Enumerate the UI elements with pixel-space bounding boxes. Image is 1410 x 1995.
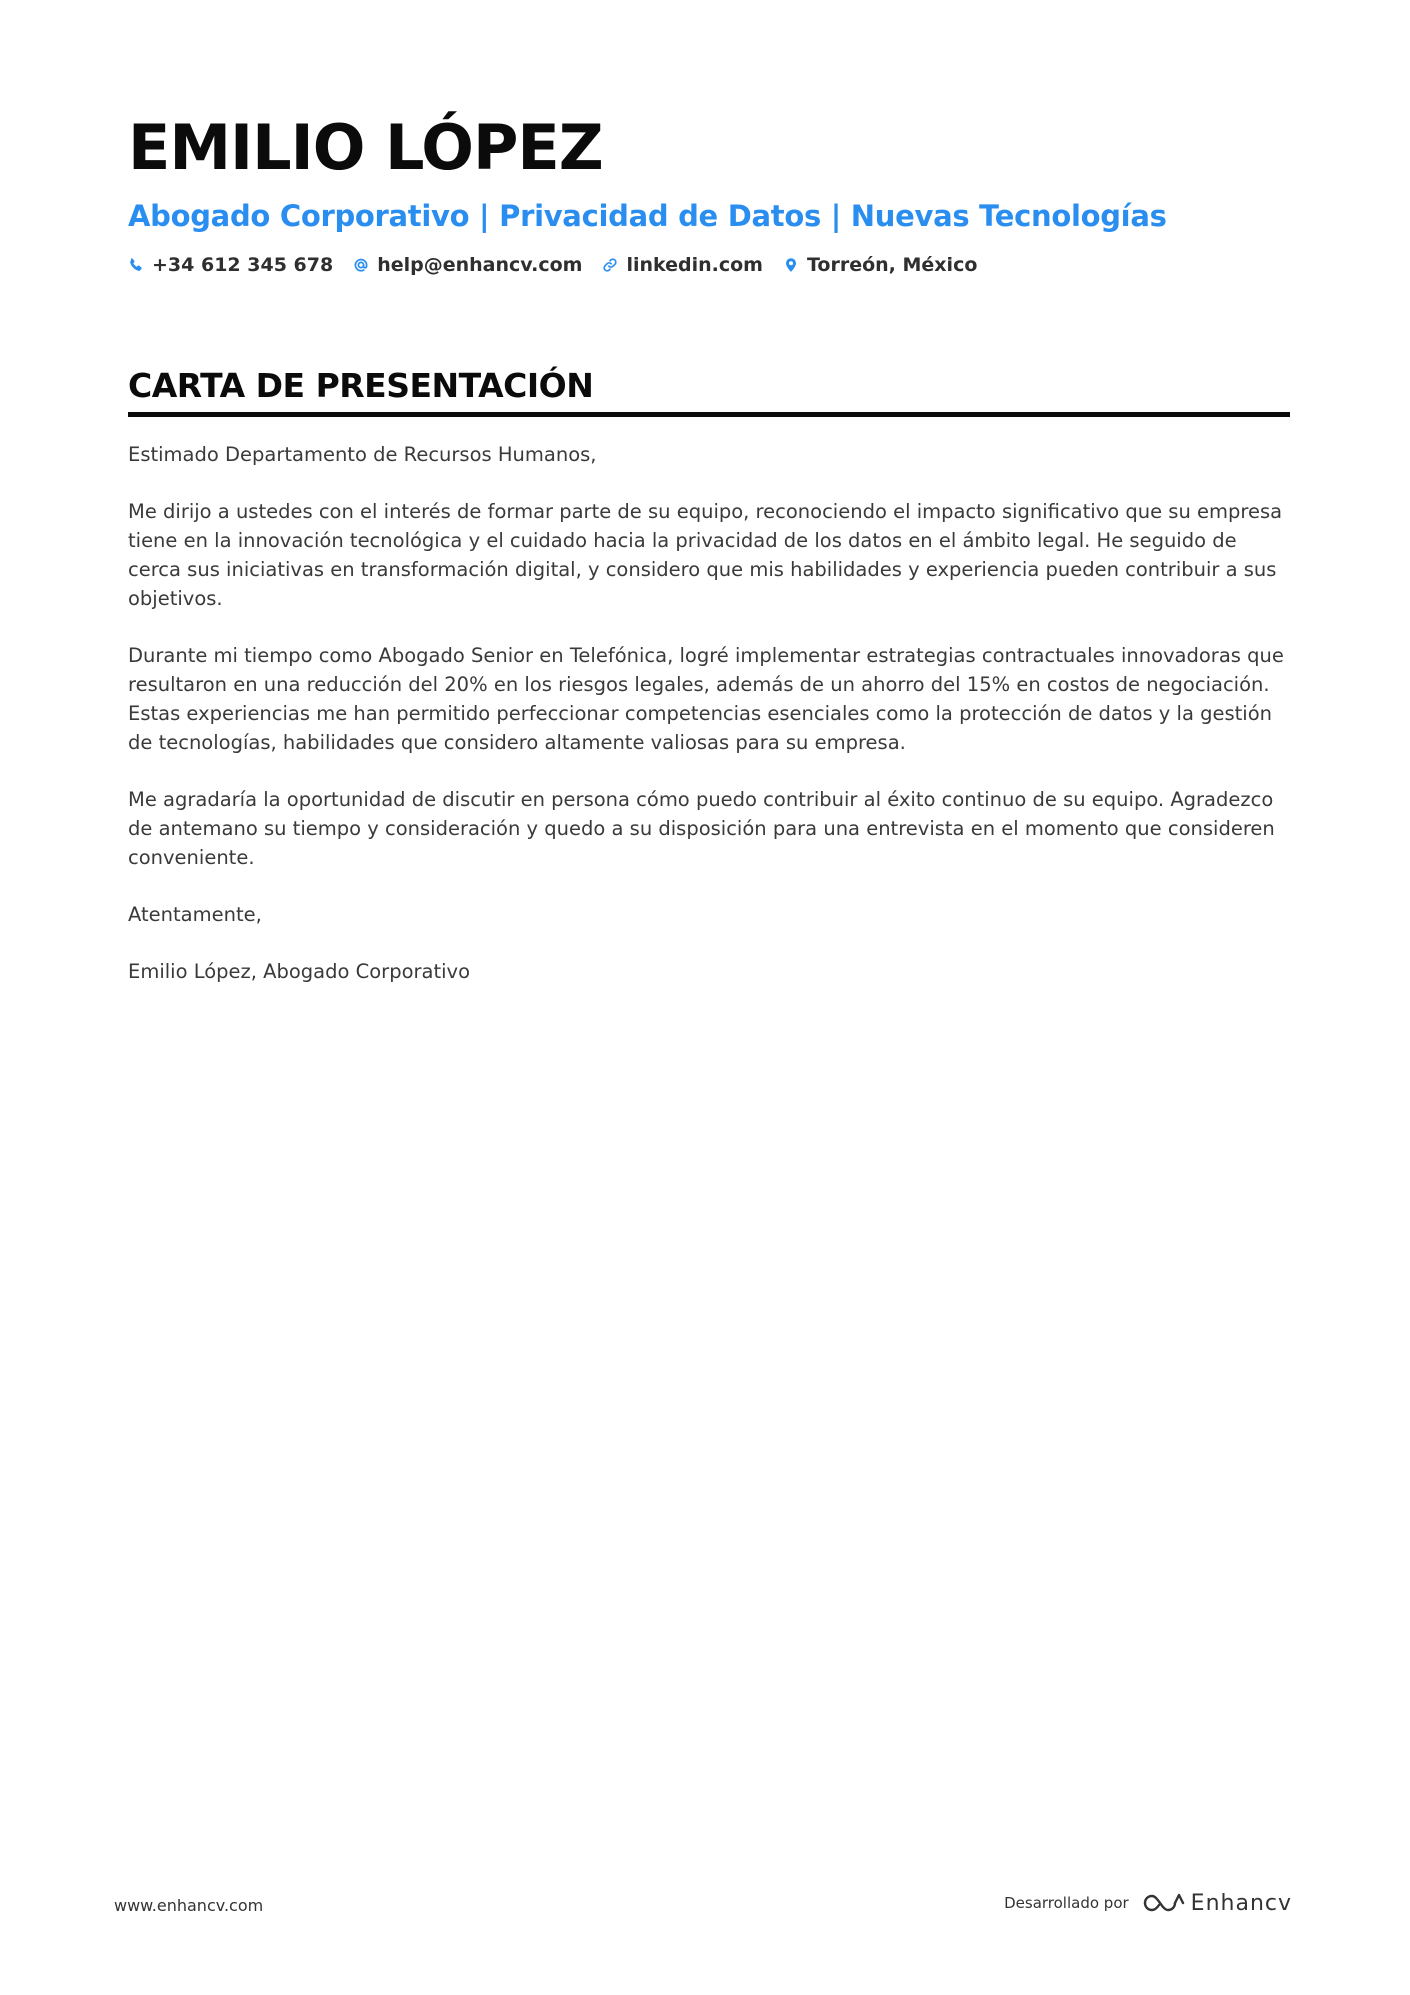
- letter-paragraph: Durante mi tiempo como Abogado Senior en Telefónica, logré implementar estrategias contractuales innovadoras que resultaron en una reducción del 20% en los riesgos legales, además de un ahorro del 15% en costos de negociación. Estas experiencias me han permitido perfeccionar competencias esenciales como la protección de datos y la gestión de tecnologías, habilidades que considero altamente valiosas para su empresa.: [128, 644, 1284, 754]
- at-icon: [353, 257, 369, 273]
- link-icon: [602, 257, 618, 273]
- powered-by-label: Desarrollado por: [1004, 1894, 1129, 1912]
- letter-greeting: Estimado Departamento de Recursos Humanos,: [128, 443, 597, 466]
- phone-icon: [128, 257, 144, 273]
- contact-phone: [128, 254, 333, 276]
- footer-branding: [1004, 1890, 1292, 1916]
- letter-paragraph: Me agradaría la oportunidad de discutir en persona cómo puedo contribuir al éxito continuo de su equipo. Agradezco de antemano su tiempo y consideración y quedo a su disposición para una entrevista en el momento que consideren conveniente.: [128, 788, 1275, 869]
- candidate-name: EMILIO LÓPEZ: [128, 111, 603, 184]
- location-pin-icon: [783, 257, 799, 273]
- letter-signature: Emilio López, Abogado Corporativo: [128, 960, 471, 983]
- brand-name: Enhancv: [1190, 1890, 1292, 1916]
- letter-paragraph: Me dirijo a ustedes con el interés de formar parte de su equipo, reconociendo el impacto significativo que su empresa tiene en la innovación tecnológica y el cuidado hacia la privacidad de los datos en el ámbito legal. He seguido de cerca sus iniciativas en transformación digital, y considero que mis habilidades y experiencia pueden contribuir a sus objetivos.: [128, 500, 1283, 610]
- email-text[interactable]: help@enhancv.com: [377, 254, 583, 276]
- letter-body: [128, 440, 1290, 1014]
- contact-bar: [128, 254, 1288, 276]
- letter-closing: Atentamente,: [128, 903, 262, 926]
- linkedin-text[interactable]: linkedin.com: [626, 254, 763, 276]
- contact-email[interactable]: [353, 254, 582, 276]
- phone-text: +34 612 345 678: [152, 254, 334, 276]
- footer-website[interactable]: www.enhancv.com: [114, 1896, 264, 1915]
- candidate-title: Abogado Corporativo | Privacidad de Datos | Nuevas Tecnologías: [128, 199, 1167, 233]
- contact-linkedin[interactable]: [602, 254, 763, 276]
- contact-location: [783, 254, 977, 276]
- header: [128, 108, 1288, 276]
- section-title: CARTA DE PRESENTACIÓN: [128, 362, 1290, 417]
- enhancv-logo-icon[interactable]: [1141, 1890, 1292, 1916]
- location-text: Torreón, México: [806, 254, 978, 276]
